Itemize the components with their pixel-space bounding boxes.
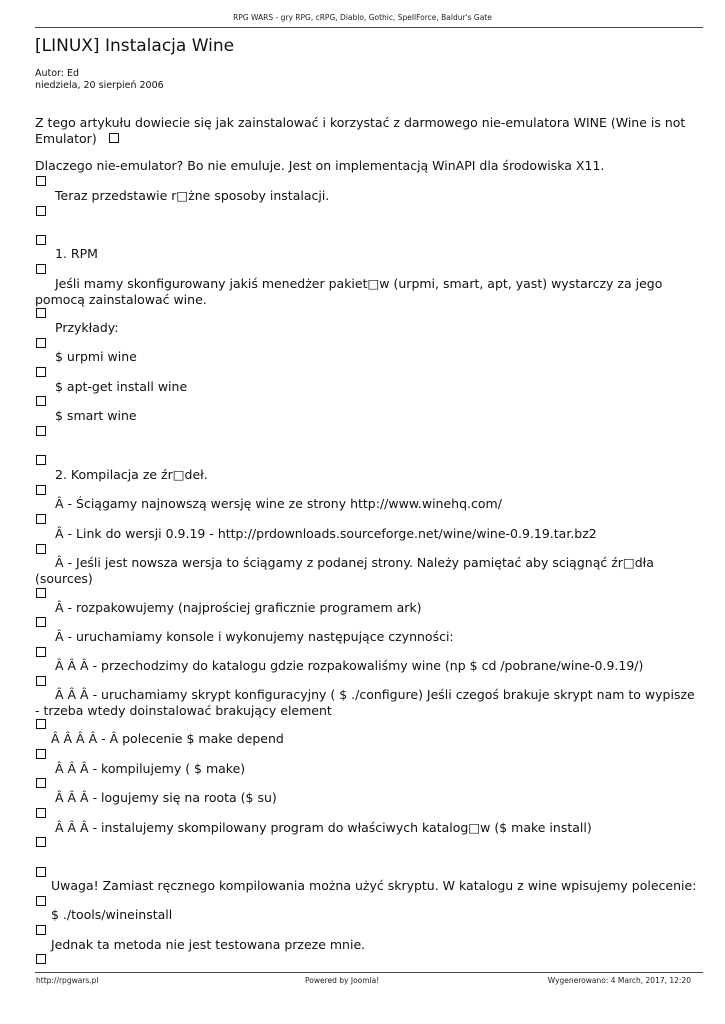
step-line: Â Â Â Â - Â polecenie $ make depend	[51, 731, 284, 746]
paragraph: Teraz przedstawie r□żne sposoby instalacji.	[55, 188, 330, 203]
missing-glyph-icon	[36, 367, 46, 377]
paragraph: Jeśli mamy skonfigurowany jakiś menedżer pakiet□w (urpmi, smart, apt, yast) wystarczy za jego pomocą zainstalować wine.	[35, 276, 663, 307]
article-meta	[35, 68, 164, 92]
missing-glyph-icon	[36, 925, 46, 935]
missing-glyph-icon	[36, 264, 46, 274]
command-line: $ smart wine	[55, 408, 137, 423]
paragraph-intro	[35, 115, 695, 146]
step-line: Â - Jeśli jest nowsza wersja to ściągamy z podanej strony. Należy pamiętać aby sciągnąć źr□dła (sources)	[35, 555, 654, 586]
paragraph: Uwaga! Zamiast ręcznego kompilowania można użyć skryptu. W katalogu z wine wpisujemy polecenie:	[51, 878, 697, 893]
missing-glyph-icon	[36, 338, 46, 348]
step-line: Â Â Â - logujemy się na roota ($ su)	[55, 790, 277, 805]
missing-glyph-icon	[36, 235, 46, 245]
missing-glyph-icon	[36, 719, 46, 729]
missing-glyph-icon	[36, 176, 46, 186]
missing-glyph-icon	[36, 867, 46, 877]
step-line: Â Â Â - uruchamiamy skrypt konfiguracyjny ( $ ./configure) Jeśli czegoś brakuje skrypt nam to wypisze - trzeba wtedy doinstalować brakujący element	[35, 687, 695, 718]
missing-glyph-icon	[36, 544, 46, 554]
footer-powered-by: Powered by Joomla!	[305, 976, 380, 985]
missing-glyph-icon	[36, 676, 46, 686]
paragraph: Dlaczego nie-emulator? Bo nie emuluje. Jest on implementacją WinAPI dla środowiska X11.	[35, 158, 605, 173]
command-line: $ apt-get install wine	[55, 379, 188, 394]
header-divider	[35, 27, 703, 28]
missing-glyph-icon	[36, 308, 46, 318]
missing-glyph-icon	[36, 426, 46, 436]
missing-glyph-icon	[36, 647, 46, 657]
step-line: Â - uruchamiamy konsole i wykonujemy następujące czynności:	[55, 629, 454, 644]
date-line: niedziela, 20 sierpień 2006	[35, 80, 164, 91]
step-line: Â - Link do wersji 0.9.19 - http://prdownloads.sourceforge.net/wine/wine-0.9.19.tar.bz2	[55, 526, 597, 541]
paragraph: Jednak ta metoda nie jest testowana przeze mnie.	[51, 937, 366, 952]
site-tagline: RPG WARS - gry RPG, cRPG, Diablo, Gothic, SpellForce, Baldur's Gate	[233, 13, 492, 22]
missing-glyph-icon	[36, 514, 46, 524]
command-line: $ ./tools/wineinstall	[51, 907, 173, 922]
section-heading-compile: 2. Kompilacja ze źr□deł.	[55, 467, 208, 482]
missing-glyph-icon	[36, 837, 46, 847]
step-line: Â Â Â - przechodzimy do katalogu gdzie rozpakowaliśmy wine (np $ cd /pobrane/wine-0.9.19/)	[55, 658, 644, 673]
step-line: Â Â Â - instalujemy skompilowany program do właściwych katalog□w ($ make install)	[55, 820, 592, 835]
step-line: Â - Ściągamy najnowszą wersję wine ze strony http://www.winehq.com/	[55, 496, 502, 511]
footer-generated: Wygenerowano: 4 March, 2017, 12:20	[547, 976, 691, 985]
missing-glyph-icon	[36, 588, 46, 598]
missing-glyph-icon	[36, 617, 46, 627]
footer-site-url: http://rpgwars.pl	[36, 976, 99, 985]
author-line: Autor: Ed	[35, 68, 80, 79]
missing-glyph-icon	[36, 749, 46, 759]
article-title: [LINUX] Instalacja Wine	[35, 36, 235, 56]
paragraph: Przykłady:	[55, 320, 119, 335]
paragraph-text: Z tego artykułu dowiecie się jak zainstalować i korzystać z darmowego nie-emulatora WINE (Wine is not Emulator)	[35, 115, 686, 146]
missing-glyph-icon	[36, 896, 46, 906]
step-line: Â - rozpakowujemy (najprościej graficznie programem ark)	[55, 600, 422, 615]
missing-glyph-icon	[36, 954, 46, 964]
missing-glyph-icon	[109, 133, 119, 143]
missing-glyph-icon	[36, 808, 46, 818]
step-line: Â Â Â - kompilujemy ( $ make)	[55, 761, 246, 776]
footer-divider	[35, 972, 703, 973]
command-line: $ urpmi wine	[55, 349, 137, 364]
missing-glyph-icon	[36, 485, 46, 495]
missing-glyph-icon	[36, 396, 46, 406]
missing-glyph-icon	[36, 206, 46, 216]
section-heading-rpm: 1. RPM	[55, 246, 98, 261]
missing-glyph-icon	[36, 455, 46, 465]
missing-glyph-icon	[36, 778, 46, 788]
